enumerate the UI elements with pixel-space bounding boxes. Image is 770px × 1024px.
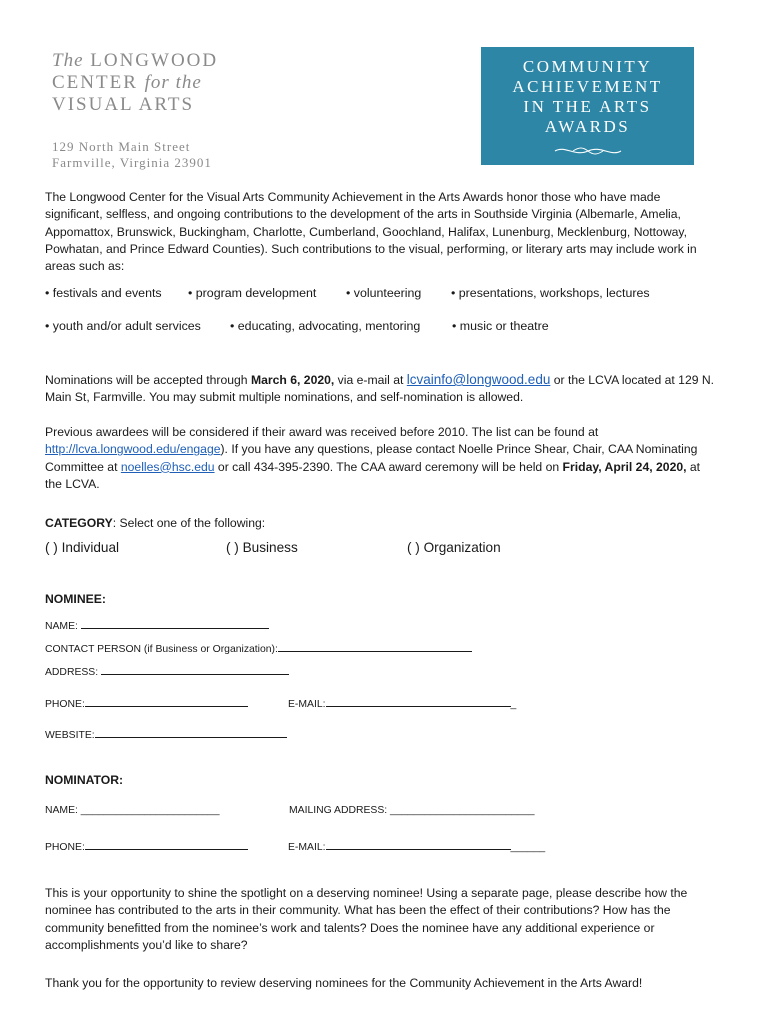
caa-badge	[481, 47, 694, 165]
intro-paragraph: The Longwood Center for the Visual Arts Community Achievement in the Arts Awards honor those who have made significant, selfless, and ongoing contributions to the development of the arts in Southside Virginia (Albemarle, Amelia, Appomattox, Brunswick, Buckingham, Charlotte, Cumberland, Goochland, Halifax, Lunenburg, Mecklenburg, Nottoway, Powhatan, and Prince Edward Counties). Such contributions to the visual, performing, or literary arts may include work in areas such as:	[45, 190, 697, 274]
badge-line-4: AWARDS	[544, 117, 631, 136]
logo-for-the: for the	[144, 72, 202, 93]
area-presentations: • presentations, workshops, lectures	[451, 286, 650, 300]
area-youth-adult: • youth and/or adult services	[45, 319, 201, 333]
nominee-email-field[interactable]	[326, 695, 511, 707]
area-educating: • educating, advocating, mentoring	[230, 319, 421, 333]
nominator-name-row[interactable]: NAME: ________________________	[45, 805, 220, 816]
area-volunteering: • volunteering	[346, 286, 422, 300]
address-city: Farmville, Virginia 23901	[52, 155, 212, 170]
nominee-name-row	[45, 617, 269, 632]
chair-email-link[interactable]: noelles@hsc.edu	[120, 459, 215, 474]
nominations-paragraph: Nominations will be accepted through March 6, 2020, via e-mail at lcvainfo@longwood.edu or the LCVA located at 129 N. Main St, Farmville. You may submit multiple nominations, and self-nomination is allowed.	[45, 372, 715, 405]
nominee-website-field[interactable]	[95, 726, 287, 738]
engage-link[interactable]: http://lcva.longwood.edu/engage	[45, 442, 221, 457]
nominee-name-field[interactable]	[81, 617, 269, 629]
nominator-mailing-row[interactable]: MAILING ADDRESS: _________________________	[289, 805, 535, 816]
nominee-phone-label: PHONE:	[45, 699, 85, 710]
thanks-line: Thank you for the opportunity to review deserving nominees for the Community Achievement in the Arts Award!	[45, 976, 643, 990]
previous-awardees-paragraph: Previous awardees will be considered if their award was received before 2010. The list can be found at http://lcva.longwood.edu/engage). If you have any questions, please contact Noelle Prince Shear, Chair, CAA Nominating Committee at noelles@hsc.edu or call 434-395-2390. The CAA award ceremony will be held on Friday, April 24, 2020, at the LCVA.	[45, 425, 701, 491]
nominator-email-row: E-MAIL: ______	[288, 838, 545, 853]
deadline-date: March 6, 2020,	[250, 373, 335, 387]
logo-center: CENTER	[52, 72, 138, 93]
nominee-phone-row	[45, 695, 248, 710]
nominator-phone-row	[45, 838, 248, 853]
area-program-development: • program development	[188, 286, 317, 300]
nominator-phone-field[interactable]	[85, 838, 248, 850]
nominator-heading: NOMINATOR:	[45, 773, 124, 787]
lcva-logo	[52, 50, 218, 116]
nominee-address-label: ADDRESS:	[45, 667, 102, 678]
nominator-email-field[interactable]	[326, 838, 511, 850]
category-organization-option[interactable]: ( ) Organization	[407, 540, 501, 555]
logo-visual-arts: VISUAL ARTS	[52, 94, 195, 115]
nominee-address-row	[45, 663, 289, 678]
badge-line-2: ACHIEVEMENT	[512, 77, 663, 96]
address-street: 129 North Main Street	[52, 139, 191, 154]
nominee-email-label: E-MAIL:	[288, 699, 326, 710]
badge-line-3: IN THE ARTS	[523, 97, 652, 116]
nominator-email-label: E-MAIL:	[288, 842, 326, 853]
area-festivals: • festivals and events	[45, 286, 162, 300]
category-business-option[interactable]: ( ) Business	[226, 540, 298, 555]
closing-paragraph: This is your opportunity to shine the spotlight on a deserving nominee! Using a separate page, please describe how the nominee has contributed to the arts in their community. What has been the effect of their contributions? How has the community benefitted from the nominee’s work and talents? Does the nominee have any additional experience or accomplishments you’d like to share?	[45, 886, 688, 952]
nominee-website-label: WEBSITE:	[45, 730, 95, 741]
ceremony-date: Friday, April 24, 2020,	[562, 459, 687, 474]
nominee-email-row: E-MAIL: _	[288, 695, 516, 710]
nominee-contact-row	[45, 640, 472, 655]
logo-the: The	[52, 50, 84, 71]
nominee-phone-field[interactable]	[85, 695, 248, 707]
nominee-address-field[interactable]	[101, 663, 289, 675]
logo-longwood: LONGWOOD	[90, 50, 219, 71]
badge-line-1: COMMUNITY	[522, 57, 653, 76]
nominee-name-label: NAME:	[45, 621, 81, 632]
nominator-phone-label: PHONE:	[45, 842, 85, 853]
category-label: CATEGORY: Select one of the following:	[45, 516, 266, 530]
nominee-contact-label: CONTACT PERSON (if Business or Organization):	[45, 644, 278, 655]
area-music-theatre: • music or theatre	[452, 319, 549, 333]
lcvainfo-email-link[interactable]: lcvainfo@longwood.edu	[406, 372, 551, 387]
flourish-icon	[553, 144, 623, 158]
nominee-contact-field[interactable]	[278, 640, 472, 652]
nominee-heading: NOMINEE:	[45, 592, 106, 606]
category-individual-option[interactable]: ( ) Individual	[45, 540, 120, 555]
lcva-address	[52, 139, 212, 171]
nominee-website-row	[45, 726, 287, 741]
